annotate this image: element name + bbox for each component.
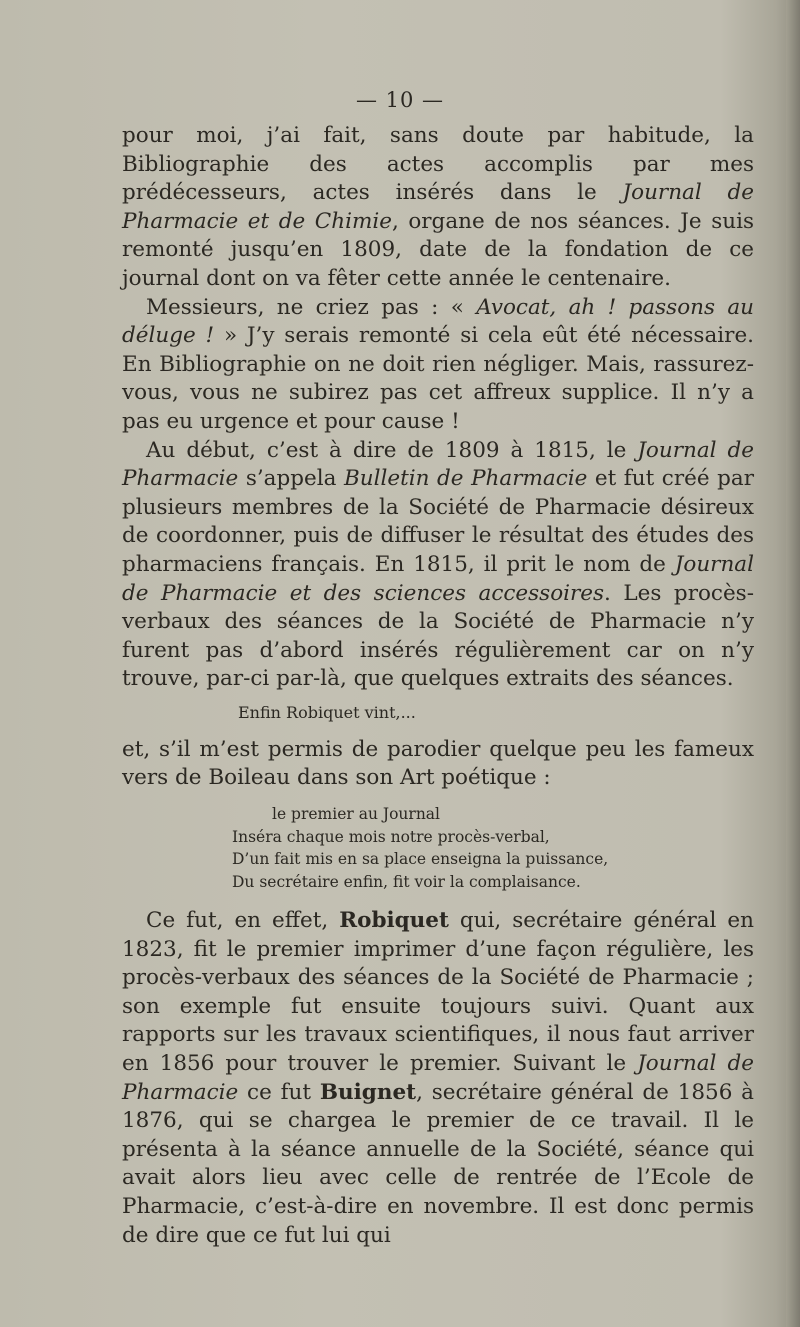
name-robiquet: Robiquet [339,908,449,934]
verse-block [232,803,754,893]
paragraph-1 [122,122,754,294]
paragraph-2 [122,294,754,437]
verse-line: D’un fait mis en sa place enseigna la puissance, [232,850,609,869]
paragraph-after-quote: et, s’il m’est permis de parodier quelque peu les fameux vers de Boileau dans son Art poétique : [122,736,754,791]
italic-title: Bulletin de Pharmacie [344,466,588,492]
text-run: , secrétaire général de 1856 à 1876, qui se chargea le premier de ce travail. Il le présenta à la séance annuelle de la Société, séance qui avait alors lieu avec celle de rentrée de l’Ecole de Pharmacie, c’est-à-dire en novembre. Il est donc permis de dire que ce fut lui qui [122,1079,754,1248]
verse-line: Du secrétaire enfin, fit voir la complaisance. [232,872,581,891]
paragraph-final [122,907,754,1250]
text-run: . Les procès-verbaux des séances de la Société de Pharmacie n’y furent pas d’abord insérés régulièrement car on n’y trouve, par-ci par-là, que quelques extraits des séances. [122,580,754,692]
text-run: Au début, c’est à dire de 1809 à 1815, le [146,437,638,463]
text-run: s’appela [238,466,344,492]
text-run: pour moi, j’ai fait, sans doute par habitude, la Bibliographie des actes accomplis par mes prédécesseurs, actes insérés dans le [122,123,754,206]
text-run: , organe de nos séances. Je suis remonté jusqu’en 1809, date de la fondation de ce journal dont on va fêter cette année le centenaire. [122,208,754,291]
italic-title: Journal de Pharmacie et des sciences accessoires [122,551,754,606]
text-run: ce fut [238,1079,320,1105]
body-text [122,122,754,1250]
text-run: qui, secrétaire général en 1823, fit le premier imprimer d’une façon régulière, les procès-verbaux des séances de la Société de Pharmacie ; son exemple fut ensuite toujours suivi. Quant aux rapports sur les travaux scientifiques, il nous faut arriver en 1856 pour trouver le premier. Suivant le [122,908,754,1077]
italic-title: Avocat, ah ! passons au déluge ! [122,294,755,349]
journal-title: Journal de Pharmacie [122,1051,754,1105]
paragraph-3 [122,437,754,694]
name-buignet: Buignet [319,1079,417,1105]
small-quote: Enfin Robiquet vint,... [238,702,416,722]
text-run: Messieurs, ne criez pas : « [146,294,477,320]
page-edge-shadow [786,0,800,1327]
text-run: » J’y serais remonté si cela eût été nécessaire. En Bibliographie on ne doit rien négliger. Mais, rassurez-vous, vous ne subirez pas cet affreux supplice. Il n’y a pas eu urgence et pour cause ! [122,323,754,434]
text-run: Ce fut, en effet, [146,908,340,934]
page-number: — 10 — [355,88,445,112]
italic-title: Journal de Pharmacie et de Chimie [122,180,754,234]
italic-title: Journal de Pharmacie [122,437,754,492]
text-run: et fut créé par plusieurs membres de la Société de Pharmacie désireux de coordonner, puis de diffuser le résultat des études des pharmaciens français. En 1815, il prit le nom de [122,466,754,577]
verse-line: Inséra chaque mois notre procès-verbal, [232,827,550,846]
verse-line: le premier au Journal [272,805,440,824]
